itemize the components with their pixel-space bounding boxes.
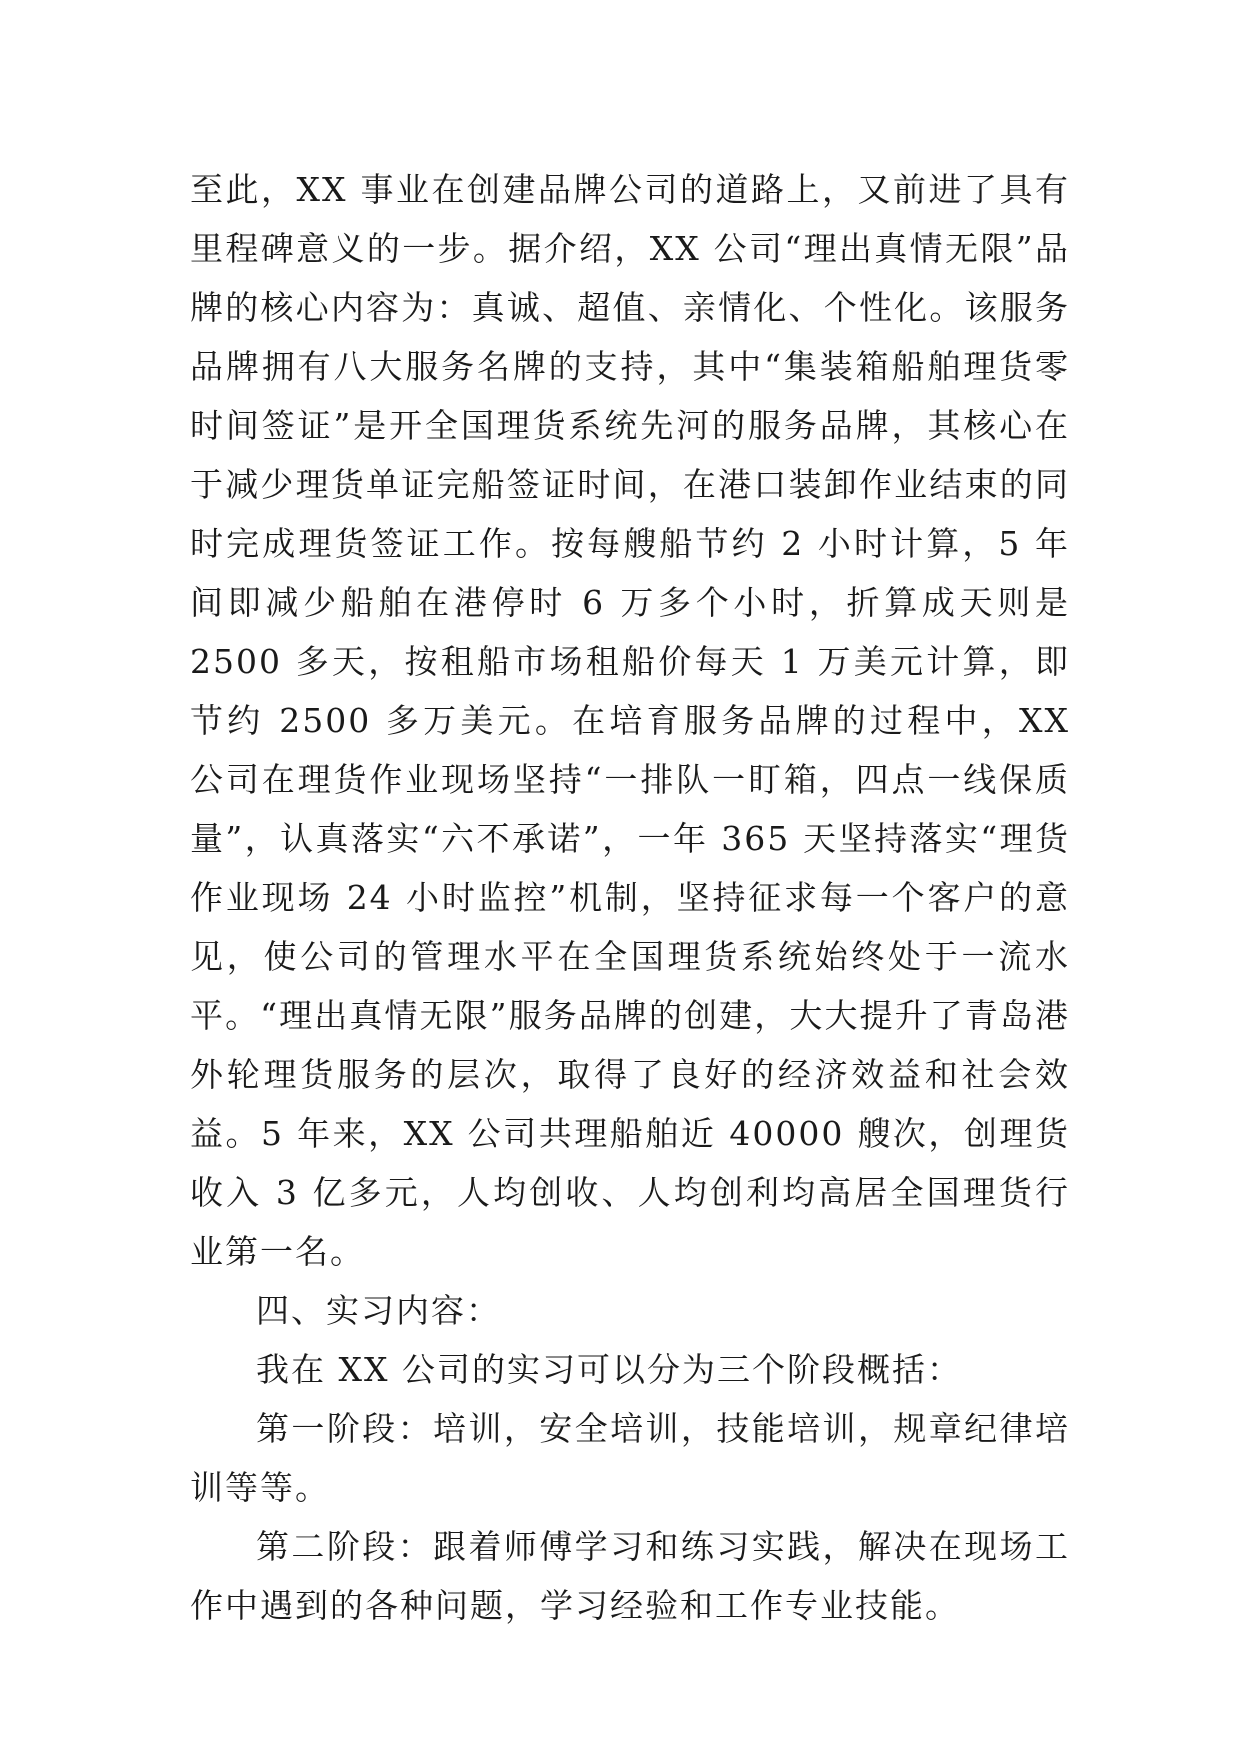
section-heading-internship-content: 四、实习内容： <box>256 1291 501 1330</box>
paragraph-stage-1: 第一阶段：培训，安全培训，技能培训，规章纪律培训等等。 <box>190 1409 1070 1507</box>
paragraph-summary: 我在 XX 公司的实习可以分为三个阶段概括： <box>256 1350 962 1389</box>
paragraph-intro: 至此，XX 事业在创建品牌公司的道路上，又前进了具有里程碑意义的一步。据介绍，XX 公司“理出真情无限”品牌的核心内容为：真诚、超值、亲情化、个性化。该服务品牌拥有八大服务名牌的支持，其中“集装箱船舶理货零时间签证”是开全国理货系统先河的服务品牌，其核心在于减少理货单证完船签证时间，在港口装卸作业结束的同时完成理货签证工作。按每艘船节约 2 小时计算，5 年间即减少船舶在港停时 6 万多个小时，折算成天则是 2500 多天，按租船市场租船价每天 1 万美元计算，即节约 2500 多万美元。在培育服务品牌的过程中，XX 公司在理货作业现场坚持“一排队一盯箱，四点一线保质量”，认真落实“六不承诺”，一年 365 天坚持落实“理货作业现场 24 小时监控”机制，坚持征求每一个客户的意见，使公司的管理水平在全国理货系统始终处于一流水平。“理出真情无限”服务品牌的创建，大大提升了青岛港外轮理货服务的层次，取得了良好的经济效益和社会效益。5 年来，XX 公司共理船舶近 40000 艘次，创理货收入 3 亿多元，人均创收、人均创利均高居全国理货行业第一名。 <box>190 170 1070 1271</box>
document-body <box>190 160 1070 1635</box>
paragraph-stage-2: 第二阶段：跟着师傅学习和练习实践，解决在现场工作中遇到的各种问题，学习经验和工作专业技能。 <box>190 1527 1070 1625</box>
